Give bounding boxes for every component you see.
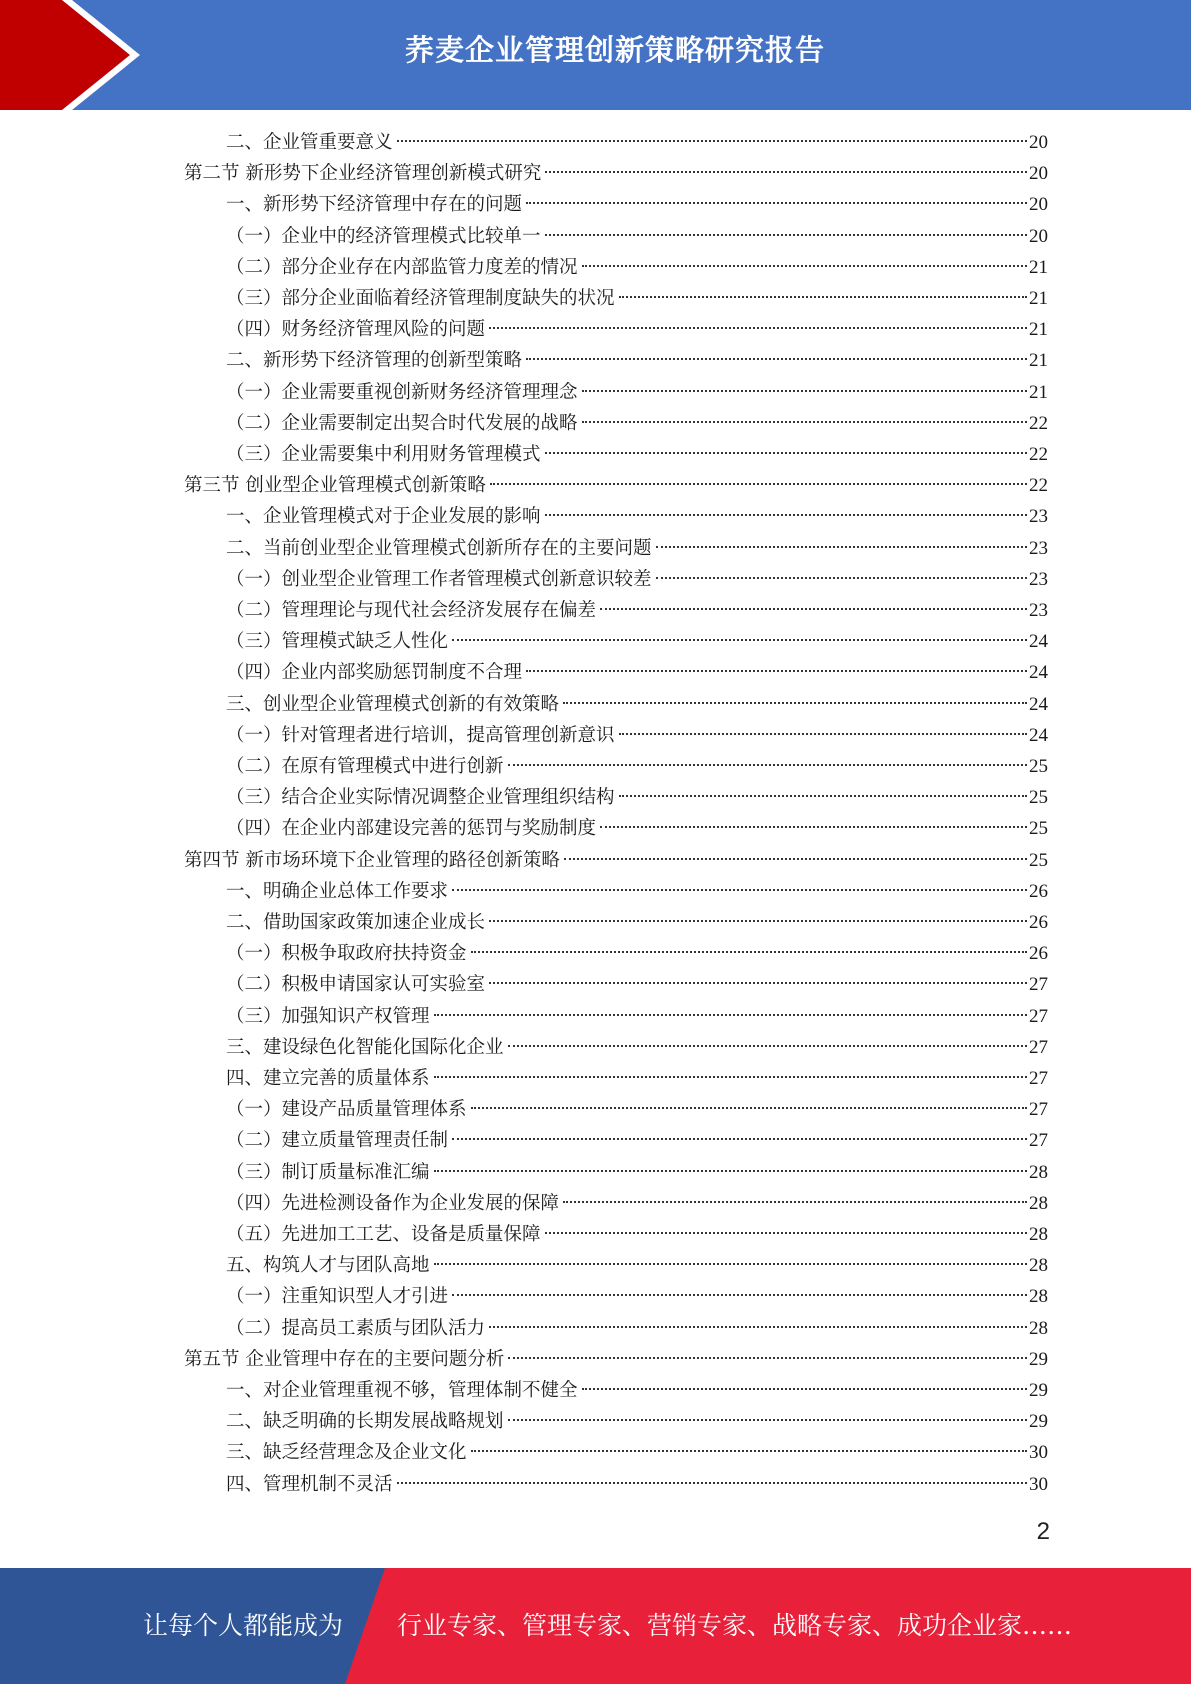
toc-entry-title: （三）部分企业面临着经济管理制度缺失的状况 — [226, 288, 615, 309]
toc-dot-leader — [434, 1076, 1027, 1078]
toc-entry-page: 23 — [1029, 538, 1048, 559]
toc-entry[interactable] — [226, 907, 1048, 938]
toc-dot-leader — [489, 920, 1027, 922]
toc-entry-title: （一）创业型企业管理工作者管理模式创新意识较差 — [226, 569, 652, 590]
toc-entry[interactable] — [226, 1094, 1048, 1125]
toc-entry-page: 30 — [1029, 1474, 1048, 1495]
toc-entry-page: 28 — [1029, 1193, 1048, 1214]
page-footer — [0, 1568, 1191, 1684]
page-header — [0, 0, 1191, 110]
toc-entry-page: 27 — [1029, 1068, 1048, 1089]
toc-entry-title: 第四节 新市场环境下企业管理的路径创新策略 — [184, 850, 560, 871]
toc-entry-page: 28 — [1029, 1224, 1048, 1245]
toc-entry-title: （三）管理模式缺乏人性化 — [226, 631, 449, 652]
toc-entry[interactable] — [226, 1157, 1048, 1188]
toc-entry-page: 22 — [1029, 444, 1048, 465]
toc-entry-page: 28 — [1029, 1286, 1048, 1307]
toc-entry-page: 29 — [1029, 1411, 1048, 1432]
toc-entry-title: 第三节 创业型企业管理模式创新策略 — [184, 475, 486, 496]
toc-entry-title: （一）企业需要重视创新财务经济管理理念 — [226, 382, 578, 403]
toc-entry[interactable] — [226, 1313, 1048, 1344]
toc-dot-leader — [434, 1170, 1027, 1172]
toc-dot-leader — [452, 1138, 1027, 1140]
toc-entry-page: 21 — [1029, 288, 1048, 309]
toc-dot-leader — [526, 358, 1027, 360]
toc-entry-title: 四、建立完善的质量体系 — [226, 1068, 430, 1089]
toc-entry[interactable] — [226, 345, 1048, 376]
toc-entry[interactable] — [226, 314, 1048, 345]
toc-dot-leader — [489, 982, 1027, 984]
toc-dot-leader — [564, 858, 1027, 860]
toc-entry-page: 26 — [1029, 881, 1048, 902]
toc-entry-page: 21 — [1029, 350, 1048, 371]
toc-entry-page: 20 — [1029, 132, 1048, 153]
toc-entry-title: 二、当前创业型企业管理模式创新所存在的主要问题 — [226, 538, 652, 559]
toc-entry-title: （三）结合企业实际情况调整企业管理组织结构 — [226, 787, 615, 808]
toc-entry-page: 21 — [1029, 257, 1048, 278]
toc-entry-title: （一）建设产品质量管理体系 — [226, 1099, 467, 1120]
toc-entry[interactable] — [226, 1032, 1048, 1063]
toc-entry-page: 26 — [1029, 943, 1048, 964]
toc-entry-page: 23 — [1029, 569, 1048, 590]
toc-entry-title: 二、企业管重要意义 — [226, 132, 393, 153]
toc-entry-title: （二）在原有管理模式中进行创新 — [226, 756, 504, 777]
toc-entry[interactable] — [226, 1469, 1048, 1500]
toc-entry-page: 21 — [1029, 382, 1048, 403]
toc-entry-page: 27 — [1029, 1006, 1048, 1027]
toc-entry-page: 20 — [1029, 226, 1048, 247]
toc-entry[interactable] — [226, 127, 1048, 158]
toc-entry-title: （二）管理理论与现代社会经济发展存在偏差 — [226, 600, 597, 621]
toc-entry-page: 27 — [1029, 1037, 1048, 1058]
toc-dot-leader — [619, 296, 1027, 298]
toc-dot-leader — [508, 1419, 1027, 1421]
toc-entry-title: 五、构筑人才与团队高地 — [226, 1255, 430, 1276]
toc-entry-title: （五）先进加工工艺、设备是质量保障 — [226, 1224, 541, 1245]
footer-slogan-right: 行业专家、管理专家、营销专家、战略专家、成功企业家…… — [397, 1611, 1073, 1640]
toc-entry-page: 26 — [1029, 912, 1048, 933]
toc-entry-page: 25 — [1029, 850, 1048, 871]
toc-dot-leader — [452, 639, 1027, 641]
toc-entry-title: （三）企业需要集中利用财务管理模式 — [226, 444, 541, 465]
toc-entry[interactable] — [226, 689, 1048, 720]
toc-entry-title: 二、借助国家政策加速企业成长 — [226, 912, 486, 933]
toc-entry[interactable] — [184, 470, 1048, 501]
toc-entry-title: 三、创业型企业管理模式创新的有效策略 — [226, 694, 560, 715]
toc-dot-leader — [619, 733, 1027, 735]
toc-dot-leader — [656, 546, 1027, 548]
toc-dot-leader — [508, 1045, 1027, 1047]
toc-entry-page: 24 — [1029, 631, 1048, 652]
toc-entry-title: （三）制订质量标准汇编 — [226, 1162, 430, 1183]
toc-dot-leader — [508, 1357, 1027, 1359]
page-number: 2 — [1036, 1518, 1050, 1545]
toc-entry[interactable] — [226, 1125, 1048, 1156]
toc-dot-leader — [434, 1014, 1027, 1016]
toc-entry-page: 22 — [1029, 413, 1048, 434]
toc-entry[interactable] — [226, 283, 1048, 314]
toc-entry[interactable] — [184, 158, 1048, 189]
toc-dot-leader — [545, 514, 1027, 516]
toc-entry-page: 20 — [1029, 194, 1048, 215]
toc-dot-leader — [489, 327, 1027, 329]
toc-dot-leader — [508, 764, 1027, 766]
toc-entry[interactable] — [226, 564, 1048, 595]
toc-entry[interactable] — [226, 533, 1048, 564]
toc-dot-leader — [471, 951, 1027, 953]
toc-entry-page: 24 — [1029, 725, 1048, 746]
toc-entry[interactable] — [184, 845, 1048, 876]
toc-entry-title: （一）针对管理者进行培训，提高管理创新意识 — [226, 725, 615, 746]
toc-entry-page: 21 — [1029, 319, 1048, 340]
toc-entry-title: （二）建立质量管理责任制 — [226, 1130, 449, 1151]
toc-entry-title: （二）提高员工素质与团队活力 — [226, 1318, 486, 1339]
toc-entry-title: 二、新形势下经济管理的创新型策略 — [226, 350, 523, 371]
toc-entry-title: （四）在企业内部建设完善的惩罚与奖励制度 — [226, 818, 597, 839]
toc-entry[interactable] — [226, 1219, 1048, 1250]
toc-entry-title: 一、新形势下经济管理中存在的问题 — [226, 194, 523, 215]
toc-entry-title: 一、企业管理模式对于企业发展的影响 — [226, 506, 541, 527]
toc-dot-leader — [619, 795, 1027, 797]
toc-dot-leader — [563, 1201, 1027, 1203]
toc-entry-title: 第五节 企业管理中存在的主要问题分析 — [184, 1349, 505, 1370]
toc-entry[interactable] — [184, 1344, 1048, 1375]
toc-dot-leader — [545, 1232, 1027, 1234]
toc-entry[interactable] — [226, 720, 1048, 751]
toc-entry-page: 28 — [1029, 1318, 1048, 1339]
toc-entry[interactable] — [226, 1250, 1048, 1281]
toc-dot-leader — [545, 452, 1027, 454]
toc-dot-leader — [434, 1263, 1027, 1265]
toc-dot-leader — [397, 1482, 1027, 1484]
toc-dot-leader — [563, 702, 1027, 704]
toc-dot-leader — [526, 670, 1027, 672]
toc-entry[interactable] — [226, 1375, 1048, 1406]
toc-dot-leader — [656, 577, 1027, 579]
toc-entry[interactable] — [226, 439, 1048, 470]
footer-slogan-left: 让每个人都能成为 — [143, 1611, 344, 1640]
toc-entry[interactable] — [226, 377, 1048, 408]
toc-entry-page: 23 — [1029, 506, 1048, 527]
toc-entry-title: 四、管理机制不灵活 — [226, 1474, 393, 1495]
toc-entry-page: 29 — [1029, 1380, 1048, 1401]
toc-entry-page: 28 — [1029, 1162, 1048, 1183]
toc-dot-leader — [471, 1107, 1027, 1109]
toc-entry[interactable] — [226, 1437, 1048, 1468]
toc-entry[interactable] — [226, 657, 1048, 688]
toc-entry-page: 27 — [1029, 1099, 1048, 1120]
toc-entry-page: 24 — [1029, 662, 1048, 683]
toc-entry-title: （一）注重知识型人才引进 — [226, 1286, 449, 1307]
toc-entry-title: （四）企业内部奖励惩罚制度不合理 — [226, 662, 523, 683]
toc-dot-leader — [452, 1294, 1027, 1296]
toc-entry[interactable] — [226, 252, 1048, 283]
toc-entry[interactable] — [226, 1406, 1048, 1437]
toc-dot-leader — [582, 421, 1027, 423]
toc-entry[interactable] — [226, 969, 1048, 1000]
toc-entry[interactable] — [226, 626, 1048, 657]
toc-entry-page: 20 — [1029, 163, 1048, 184]
toc-entry-title: （四）财务经济管理风险的问题 — [226, 319, 486, 340]
toc-entry[interactable] — [226, 1281, 1048, 1312]
toc-dot-leader — [452, 889, 1027, 891]
toc-entry-title: （二）积极申请国家认可实验室 — [226, 974, 486, 995]
toc-entry-page: 27 — [1029, 1130, 1048, 1151]
toc-entry-page: 24 — [1029, 694, 1048, 715]
toc-entry[interactable] — [226, 1063, 1048, 1094]
toc-entry-page: 22 — [1029, 475, 1048, 496]
toc-entry[interactable] — [226, 876, 1048, 907]
toc-entry-title: （一）企业中的经济管理模式比较单一 — [226, 226, 541, 247]
report-title: 荞麦企业管理创新策略研究报告 — [404, 33, 825, 67]
toc-entry-title: 第二节 新形势下企业经济管理创新模式研究 — [184, 163, 542, 184]
toc-entry-title: 一、明确企业总体工作要求 — [226, 881, 449, 902]
toc-entry-page: 28 — [1029, 1255, 1048, 1276]
toc-entry[interactable] — [226, 938, 1048, 969]
toc-dot-leader — [471, 1450, 1027, 1452]
toc-dot-leader — [582, 390, 1027, 392]
toc-entry-title: （二）部分企业存在内部监管力度差的情况 — [226, 257, 578, 278]
toc-entry[interactable] — [226, 782, 1048, 813]
toc-entry-page: 23 — [1029, 600, 1048, 621]
toc-entry[interactable] — [226, 1188, 1048, 1219]
toc-dot-leader — [526, 202, 1027, 204]
toc-dot-leader — [582, 1388, 1027, 1390]
toc-entry-page: 30 — [1029, 1442, 1048, 1463]
toc-entry[interactable] — [226, 408, 1048, 439]
toc-entry[interactable] — [226, 1001, 1048, 1032]
toc-entry[interactable] — [226, 595, 1048, 626]
toc-entry-page: 27 — [1029, 974, 1048, 995]
toc-entry[interactable] — [226, 189, 1048, 220]
toc-entry-page: 25 — [1029, 756, 1048, 777]
toc-entry-title: （四）先进检测设备作为企业发展的保障 — [226, 1193, 560, 1214]
toc-dot-leader — [489, 1326, 1027, 1328]
toc-dot-leader — [600, 608, 1027, 610]
toc-entry[interactable] — [226, 501, 1048, 532]
toc-entry[interactable] — [226, 751, 1048, 782]
toc-entry-title: 一、对企业管理重视不够，管理体制不健全 — [226, 1380, 578, 1401]
toc-entry-title: 三、缺乏经营理念及企业文化 — [226, 1442, 467, 1463]
toc-entry-title: （一）积极争取政府扶持资金 — [226, 943, 467, 964]
toc-dot-leader — [582, 265, 1027, 267]
toc-entry-title: （二）企业需要制定出契合时代发展的战略 — [226, 413, 578, 434]
toc-entry-page: 25 — [1029, 787, 1048, 808]
toc-entry-page: 29 — [1029, 1349, 1048, 1370]
toc-dot-leader — [545, 234, 1027, 236]
toc-entry-title: 三、建设绿色化智能化国际化企业 — [226, 1037, 504, 1058]
toc-dot-leader — [397, 140, 1027, 142]
toc-entry-title: 二、缺乏明确的长期发展战略规划 — [226, 1411, 504, 1432]
toc-dot-leader — [600, 826, 1027, 828]
toc-dot-leader — [490, 483, 1027, 485]
toc-entry-page: 25 — [1029, 818, 1048, 839]
toc-entry[interactable] — [226, 221, 1048, 252]
toc-entry[interactable] — [226, 813, 1048, 844]
toc-dot-leader — [545, 171, 1027, 173]
toc-entry-title: （三）加强知识产权管理 — [226, 1006, 430, 1027]
